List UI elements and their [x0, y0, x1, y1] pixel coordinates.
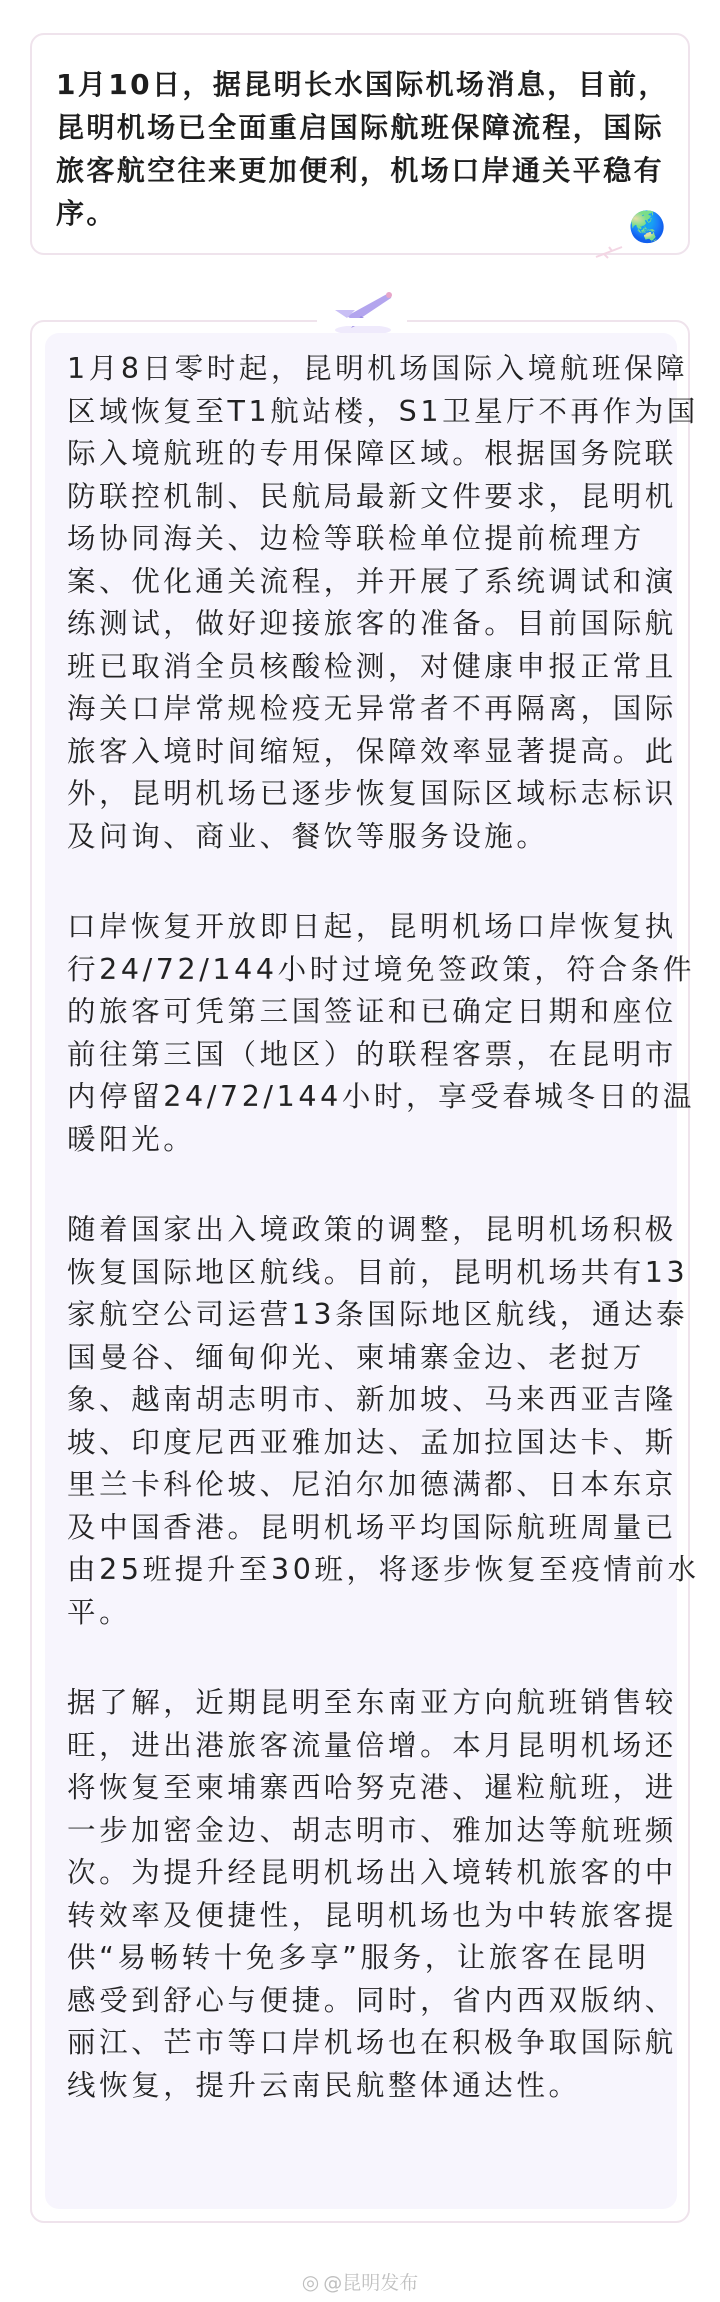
paragraph-line: 内停留24/72/144小时，享受春城冬日的温	[67, 1080, 695, 1113]
paragraph-line: 暖阳光。	[67, 1122, 196, 1156]
paragraph-line: 家航空公司运营13条国际地区航线，通达泰	[67, 1298, 689, 1331]
paragraph-line: 线恢复，提升云南民航整体通达性。	[67, 2068, 581, 2102]
paragraph-line: 将恢复至柬埔寨西哈努克港、暹粒航班，进	[67, 1771, 677, 1804]
paragraph-line: 区域恢复至T1航站楼，S1卫星厅不再作为国	[67, 394, 699, 428]
headline-line: 旅客航空往来更加便利，机场口岸通关平稳有	[56, 154, 665, 187]
paragraph-line: 恢复国际地区航线。目前，昆明机场共有13	[67, 1255, 689, 1289]
watermark	[0, 2268, 720, 2295]
paragraph	[67, 348, 700, 858]
article-card	[30, 320, 700, 2223]
headline-line: 序。	[56, 197, 117, 230]
paragraph-line: 旅客入境时间缩短，保障效率显著提高。此	[67, 734, 677, 768]
paragraph-line: 国曼谷、缅甸仰光、柬埔寨金边、老挝万	[67, 1340, 645, 1374]
paragraph-line: 丽江、芒市等口岸机场也在积极争取国际航	[67, 2026, 677, 2059]
paragraph-line: 一步加密金边、胡志明市、雅加达等航班频	[67, 1813, 677, 1847]
paragraph-line: 口岸恢复开放即日起，昆明机场口岸恢复执	[67, 910, 677, 943]
paragraph-line: 防联控机制、民航局最新文件要求，昆明机	[67, 479, 677, 513]
paragraph-line: 外，昆明机场已逐步恢复国际区域标志标识	[67, 777, 677, 810]
paragraph-line: 及中国香港。昆明机场平均国际航班周量已	[67, 1510, 677, 1544]
paragraph-line: 行24/72/144小时过境免签政策，符合条件	[67, 952, 695, 986]
paragraph-line: 象、越南胡志明市、新加坡、马来西亚吉隆	[67, 1383, 677, 1416]
paragraph-line: 及问询、商业、餐饮等服务设施。	[67, 819, 549, 853]
globe-icon: 🌏	[628, 210, 666, 245]
paragraph-line: 转效率及便捷性，昆明机场也为中转旅客提	[67, 1898, 677, 1932]
article-body	[67, 348, 700, 2155]
headline-line: 1月10日，据昆明长水国际机场消息，目前，	[56, 68, 669, 101]
article-body-panel	[45, 333, 700, 2209]
paragraph-line: 练测试，做好迎接旅客的准备。目前国际航	[67, 607, 677, 640]
paragraph	[67, 1209, 700, 1634]
paragraph-line: 前往第三国（地区）的联程客票，在昆明市	[67, 1037, 677, 1071]
paragraph-line: 平。	[67, 1595, 132, 1629]
paragraph-line: 班已取消全员核酸检测，对健康申报正常且	[67, 649, 677, 683]
paragraph-line: 坡、印度尼西亚雅加达、孟加拉国达卡、斯	[67, 1425, 677, 1459]
paragraph-line: 由25班提升至30班，将逐步恢复至疫情前水	[67, 1553, 700, 1586]
paragraph-line: 次。为提升经昆明机场出入境转机旅客的中	[67, 1856, 677, 1889]
paragraph-line: 旺，进出港旅客流量倍增。本月昆明机场还	[67, 1728, 677, 1762]
paragraph-line: 供“易畅转十免多享”服务，让旅客在昆明	[67, 1941, 650, 1974]
paragraph-line: 际入境航班的专用保障区域。根据国务院联	[67, 437, 677, 470]
paragraph-line: 海关口岸常规检疫无异常者不再隔离，国际	[67, 692, 677, 725]
paragraph-line: 里兰卡科伦坡、尼泊尔加德满都、日本东京	[67, 1468, 677, 1501]
watermark-text: @昆明发布	[323, 2272, 419, 2294]
weibo-icon: ◎	[301, 2270, 320, 2294]
headline-line: 昆明机场已全面重启国际航班保障流程，国际	[56, 111, 665, 144]
paragraph	[67, 906, 700, 1161]
paragraph	[67, 1682, 700, 2107]
paragraph-line: 的旅客可凭第三国签证和已确定日期和座位	[67, 995, 677, 1028]
paragraph-line: 随着国家出入境政策的调整，昆明机场积极	[67, 1213, 677, 1246]
paragraph-line: 案、优化通关流程，并开展了系统调试和演	[67, 564, 677, 598]
paragraph-line: 据了解，近期昆明至东南亚方向航班销售较	[67, 1686, 677, 1719]
paragraph-line: 感受到舒心与便捷。同时，省内西双版纳、	[67, 1983, 677, 2017]
sparkle-plane-icon	[594, 245, 624, 259]
paragraph-line: 场协同海关、边检等联检单位提前梳理方	[67, 522, 645, 555]
headline-text	[56, 63, 676, 235]
paragraph-line: 1月8日零时起，昆明机场国际入境航班保障	[67, 352, 689, 385]
headline-card	[30, 33, 690, 255]
